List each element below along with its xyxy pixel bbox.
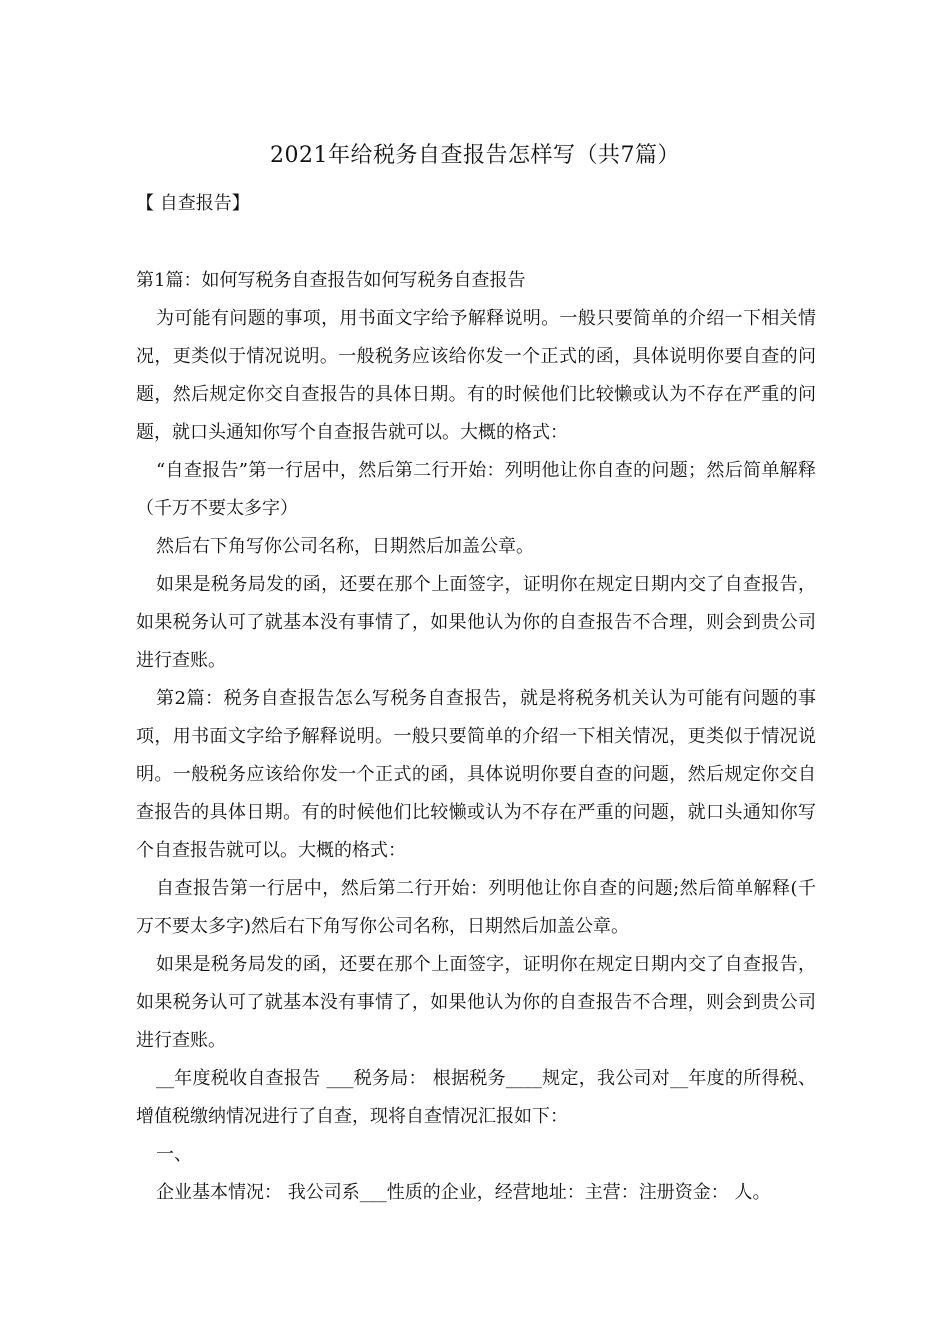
paragraph: 一、 [156, 1144, 192, 1165]
paragraph: “自查报告”第一行居中，然后第二行开始：列明他让你自查的问题；然后简单解释（千万不要太多字） [136, 460, 816, 519]
paragraph: 为可能有问题的事项，用书面文字给予解释说明。一般只要简单的介绍一下相关情况，更类似于情况说明。一般税务应该给你发一个正式的函，具体说明你要自查的问题，然后规定你交自查报告的具体日期。有的时候他们比较懒或认为不存在严重的问题，就口头通知你写个自查报告就可以。大概的格式： [136, 308, 816, 443]
paragraph: __年度税收自查报告 ___税务局： 根据税务____规定，我公司对__年度的所得税、增值税缴纳情况进行了自查，现将自查情况汇报如下： [136, 1068, 816, 1127]
paragraph: 如果是税务局发的函，还要在那个上面签字，证明你在规定日期内交了自查报告，如果税务认可了就基本没有事情了，如果他认为你的自查报告不合理，则会到贵公司进行查账。 [136, 574, 816, 671]
paragraph: 然后右下角写你公司名称，日期然后加盖公章。 [156, 536, 534, 557]
document-title: 2021年给税务自查报告怎样写（共7篇） [270, 143, 680, 168]
section-heading-1: 第1篇：如何写税务自查报告如何写税务自查报告 [136, 270, 526, 291]
paragraph: 第2篇：税务自查报告怎么写税务自查报告，就是将税务机关认为可能有问题的事项，用书面文字给予解释说明。一般只要简单的介绍一下相关情况，更类似于情况说明。一般税务应该给你发一个正式的函，具体说明你要自查的问题，然后规定你交自查报告的具体日期。有的时候他们比较懒或认为不存在严重的问题，就口头通知你写个自查报告就可以。大概的格式： [136, 688, 816, 861]
category-tag: 【 自查报告】 [136, 193, 250, 214]
document-body [136, 262, 816, 1212]
paragraph: 自查报告第一行居中，然后第二行开始：列明他让你自查的问题;然后简单解释(千万不要太多字)然后右下角写你公司名称，日期然后加盖公章。 [136, 878, 816, 937]
paragraph: 企业基本情况： 我公司系___性质的企业，经营地址：主营：注册资金： 人。 [156, 1182, 771, 1203]
paragraph: 如果是税务局发的函，还要在那个上面签字，证明你在规定日期内交了自查报告，如果税务认可了就基本没有事情了，如果他认为你的自查报告不合理，则会到贵公司进行查账。 [136, 954, 816, 1051]
